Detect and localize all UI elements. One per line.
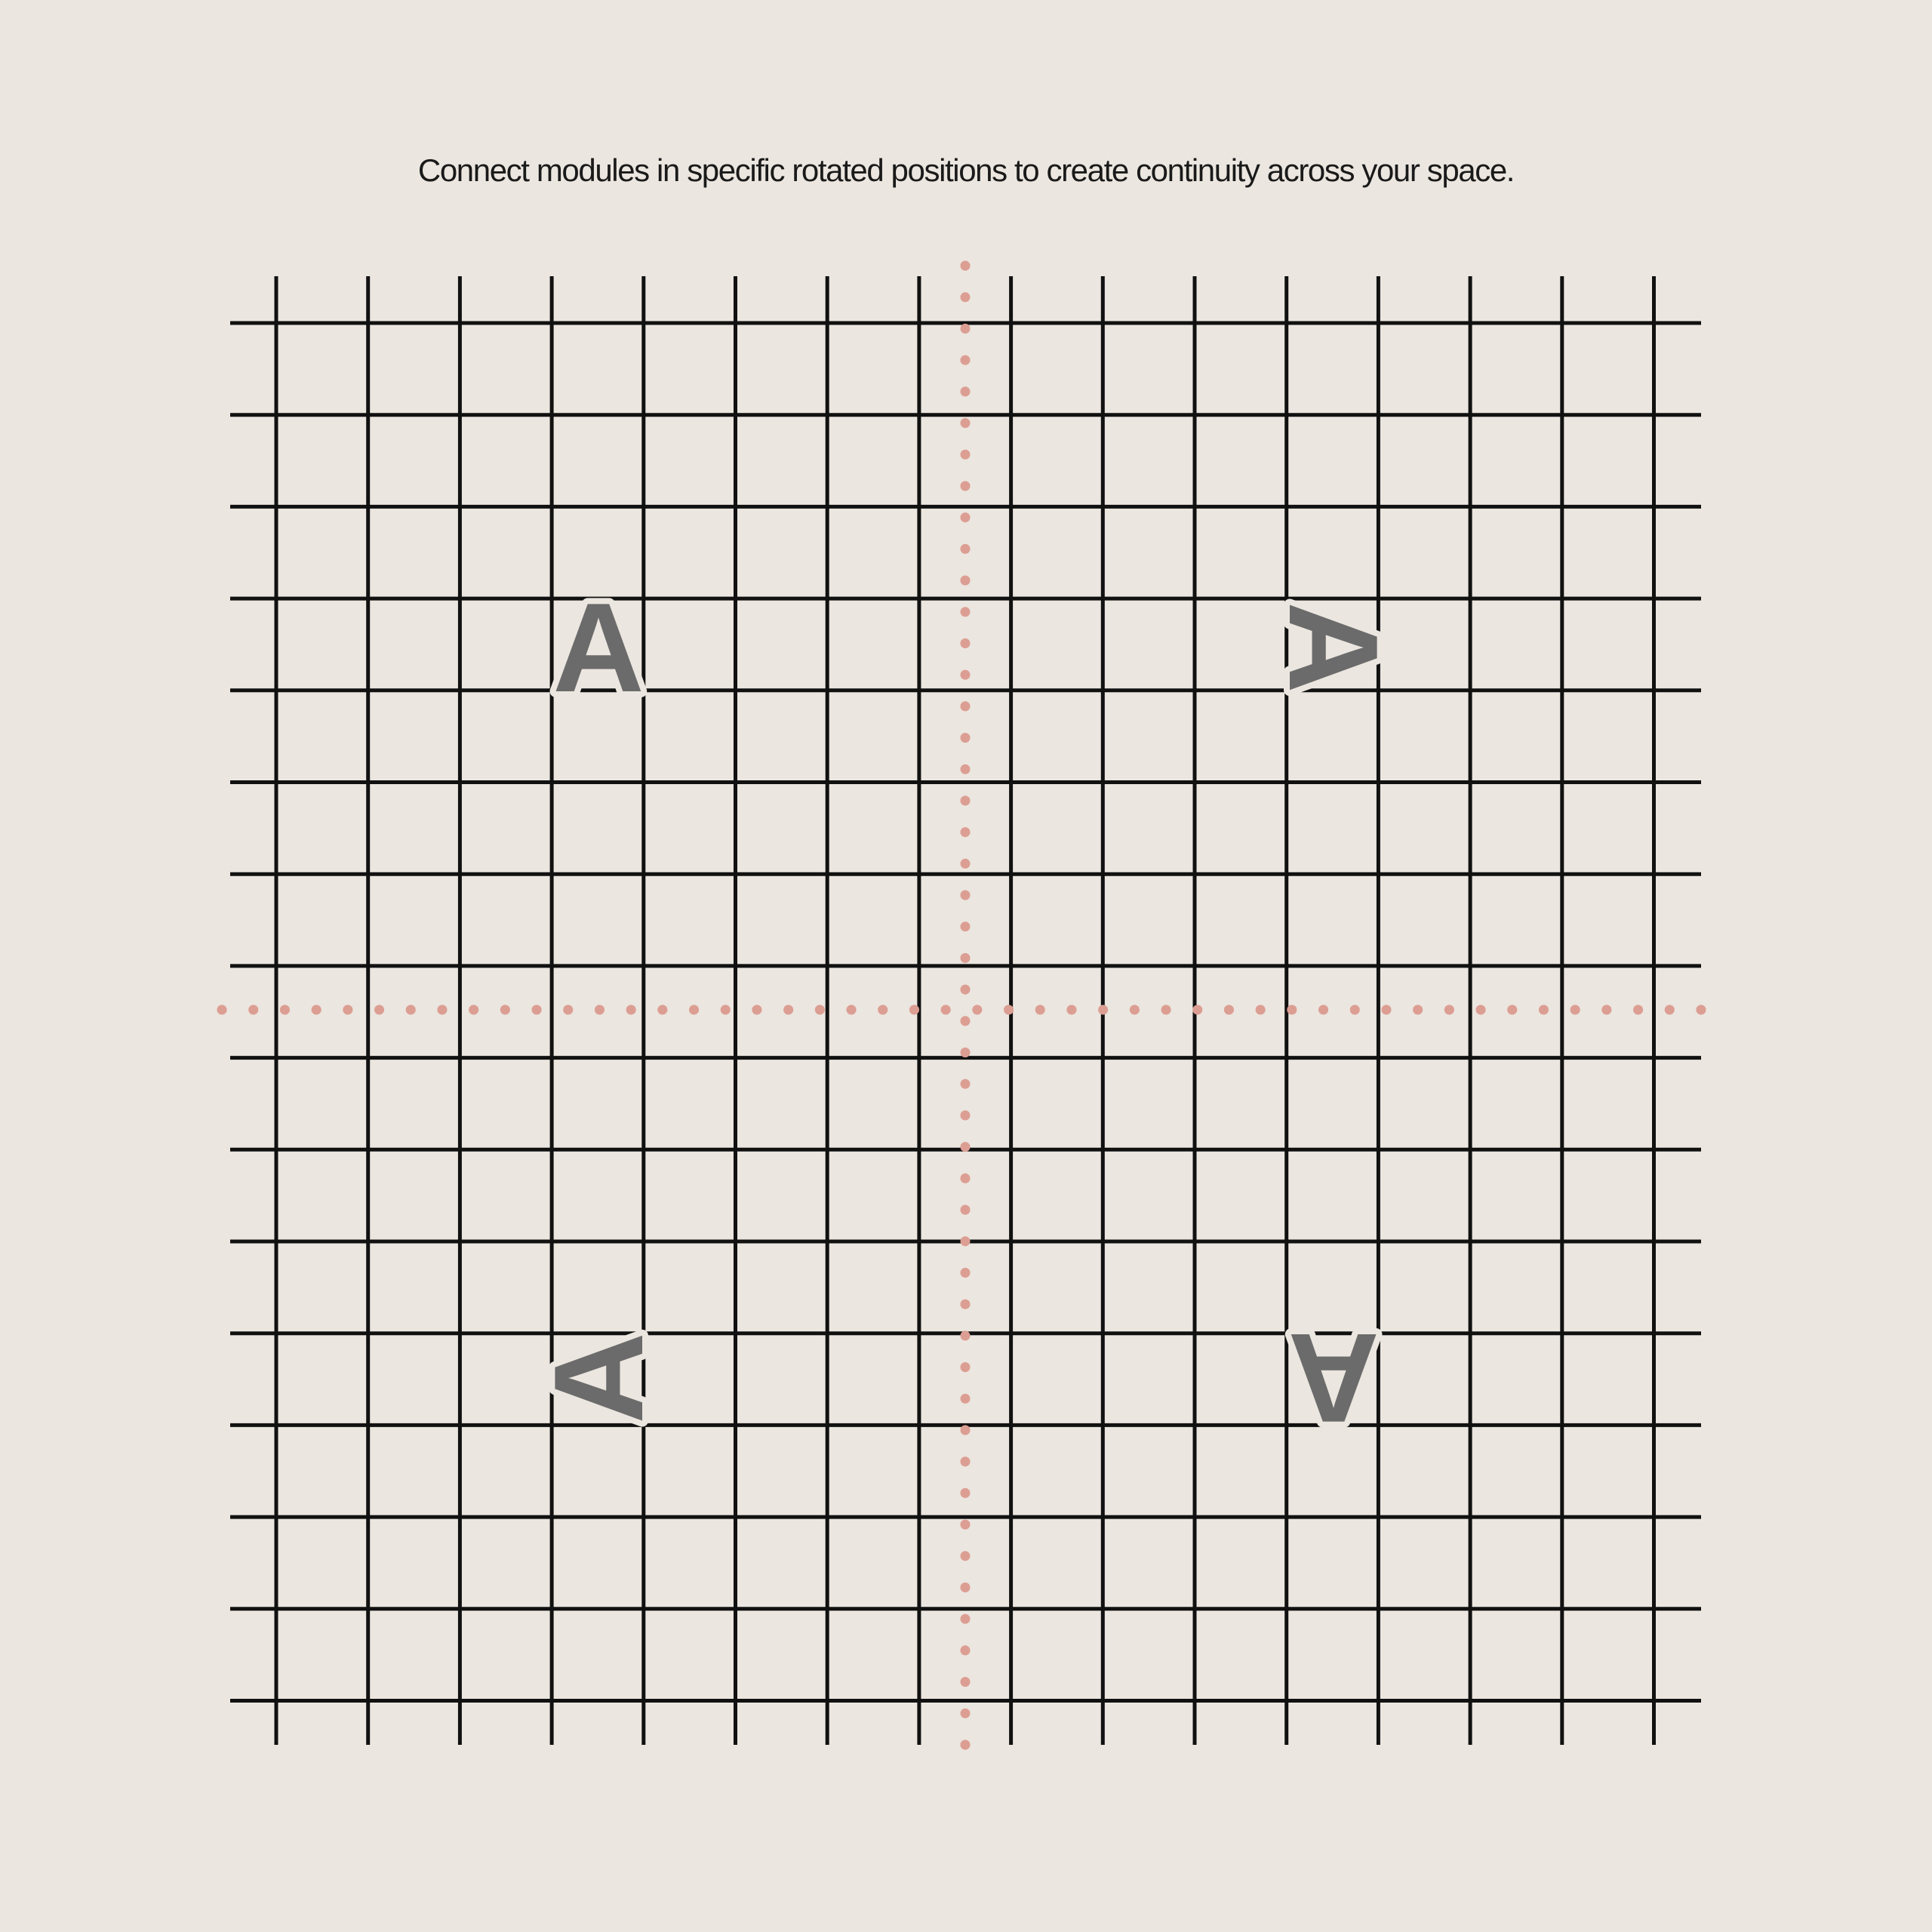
symmetry-axes [222,266,1707,1751]
caption-text: Connect modules in specific rotated positions to create continuity across your space. [417,152,1515,188]
module-rotated-180: A [1287,1307,1380,1449]
module-upright: A [552,577,645,718]
module-rotated-90: A [1263,601,1404,694]
module-rotated-270: A [528,1332,669,1424]
